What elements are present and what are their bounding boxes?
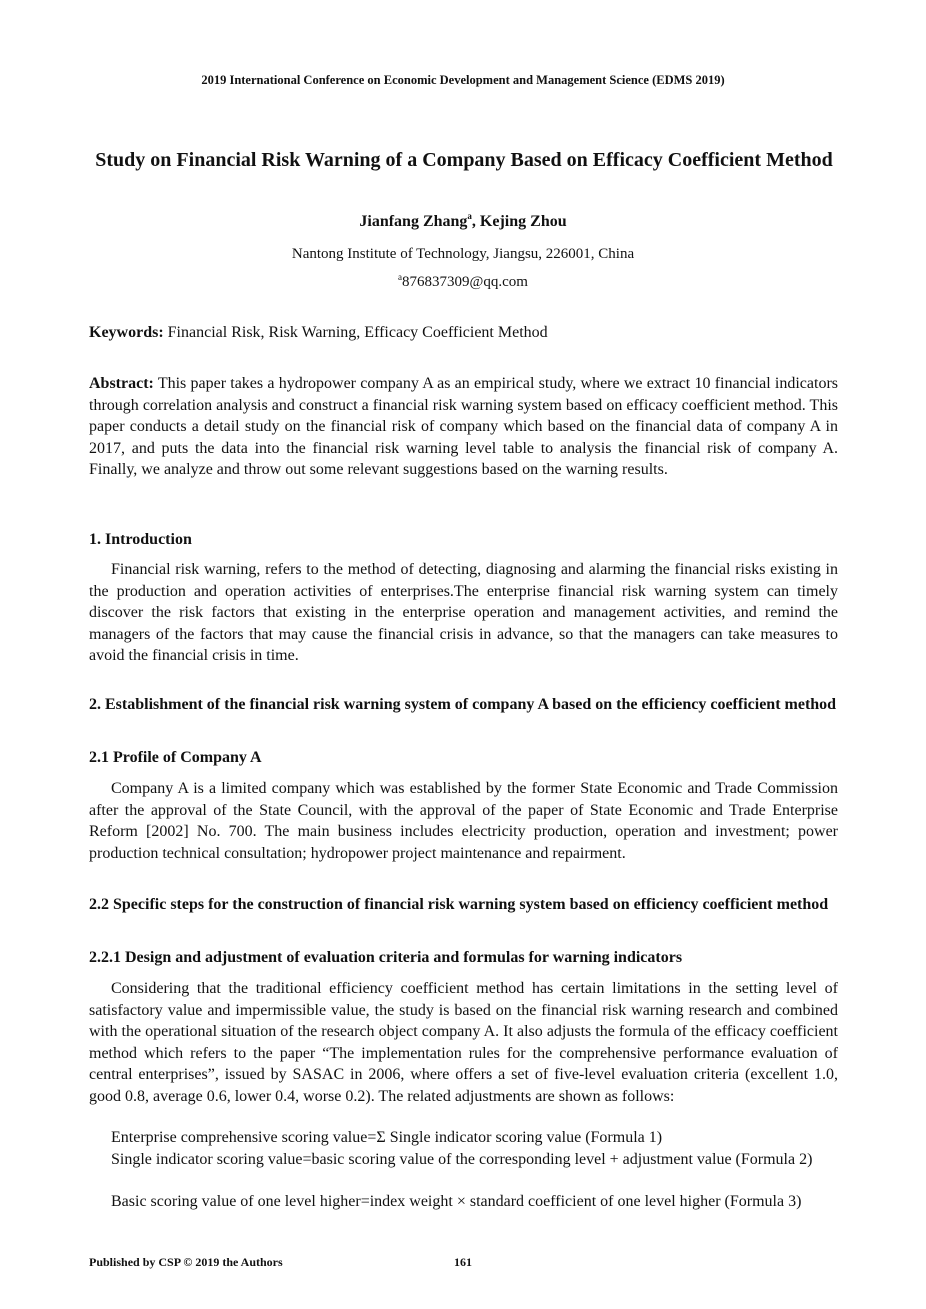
formula-3: Basic scoring value of one level higher=index weight × standard coefficient of one level higher (Formula 3) (111, 1193, 802, 1210)
keywords-label: Keywords: (89, 324, 164, 341)
author-1: Jianfang Zhang (359, 213, 468, 230)
section-1-paragraph: Financial risk warning, refers to the method of detecting, diagnosing and alarming the financial risks existing in the production and operation activities of enterprises.The enterprise financial risk warning system can timely discover the risk factors that existing in the enterprise operation and management activities, and remind the managers of the factors that may cause the financial crisis in advance, so that the managers can take measures to avoid the financial crisis in time. (89, 561, 838, 665)
conference-header: 2019 International Conference on Economic Development and Management Science (EDMS 2019) (201, 73, 725, 87)
section-2-heading: 2. Establishment of the financial risk warning system of company A based on the efficiency coefficient method (89, 696, 837, 713)
affiliation: Nantong Institute of Technology, Jiangsu, 226001, China (291, 246, 635, 262)
author-email (0, 274, 926, 291)
section-1-heading: 1. Introduction (89, 531, 192, 548)
section-2-1-paragraph: Company A is a limited company which was established by the former State Economic and Trade Commission after the approval of the State Council, with the approval of the paper of State Economic and Trade Enterprise Reform [2002] No. 700. The main business includes electricity production, operation and investment; power production technical consultation; hydropower project maintenance and repairment. (89, 780, 838, 862)
section-2-2-1-heading: 2.2.1 Design and adjustment of evaluation criteria and formulas for warning indicators (89, 949, 683, 966)
publisher-footer: Published by CSP © 2019 the Authors (89, 1255, 283, 1269)
formula-1: Enterprise comprehensive scoring value=Σ Single indicator scoring value (Formula 1) (111, 1129, 663, 1146)
author-line (0, 213, 926, 231)
page-number: 161 (454, 1255, 472, 1269)
author-2: , Kejing Zhou (471, 213, 567, 230)
section-2-2-heading: 2.2 Specific steps for the construction of financial risk warning system based on efficiency coefficient method (89, 896, 829, 913)
section-2-2-1-paragraph: Considering that the traditional efficiency coefficient method has certain limitations in the setting level of satisfactory value and impermissible value, the study is based on the financial risk warning research and combined with the operational situation of the research object company A. It also adjusts the formula of the efficacy coefficient method which refers to the paper “The implementation rules for the comprehensive performance evaluation of central enterprises”, issued by SASAC in 2006, where offers a set of five-level evaluation criteria (excellent 1.0, good 0.8, average 0.6, lower 0.4, worse 0.2). The related adjustments are shown as follows: (89, 980, 838, 1105)
keywords (89, 322, 838, 344)
email-superscript: a (398, 272, 403, 282)
email-address: 876837309@qq.com (402, 274, 528, 290)
abstract (89, 373, 838, 481)
author-1-superscript: a (467, 211, 472, 221)
section-2-1-heading: 2.1 Profile of Company A (89, 749, 262, 766)
abstract-text: This paper takes a hydropower company A as an empirical study, where we extract 10 financial indicators through correlation analysis and construct a financial risk warning system based on efficacy coefficient method. This paper conducts a detail study on the financial risk of company which based on the financial data of company A in 2017, and puts the data into the financial risk warning level table to analysis the financial risk of company A. Finally, we analyze and throw out some relevant suggestions based on the warning results. (89, 375, 838, 479)
formula-2: Single indicator scoring value=basic scoring value of the corresponding level + adjustment value (Formula 2) (111, 1151, 813, 1168)
paper-title: Study on Financial Risk Warning of a Company Based on Efficacy Coefficient Method (95, 149, 833, 171)
abstract-label: Abstract: (89, 375, 154, 392)
keywords-text: Financial Risk, Risk Warning, Efficacy Coefficient Method (163, 324, 548, 341)
